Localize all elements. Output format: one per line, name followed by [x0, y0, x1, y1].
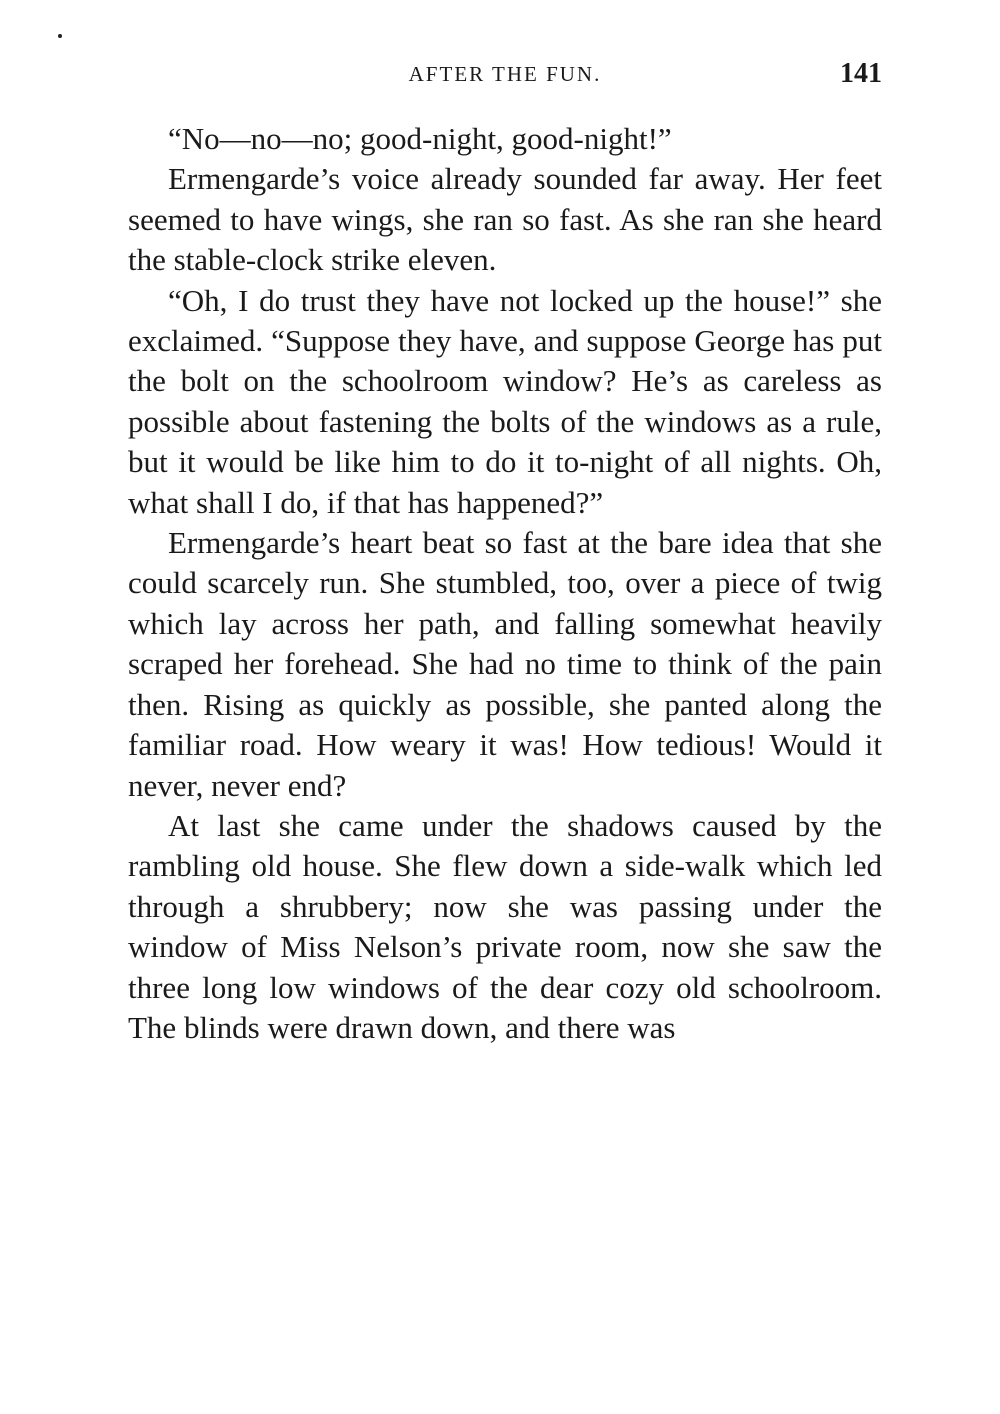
running-header [128, 58, 882, 94]
paragraph: “No—no—no; good-night, good-night!” [168, 121, 672, 156]
paragraph: At last she came under the shadows caused by the rambling old house. She flew down a side-walk which led through a shrubbery; now she was passing under the window of Miss Nelson’s private room, now she saw the three long low windows of the dear cozy old schoolroom. The blinds were drawn down, and there was [128, 807, 882, 1045]
body-text [128, 119, 882, 1048]
paragraph: Ermengarde’s voice already sounded far away. Her feet seemed to have wings, she ran so fast. As she ran she heard the stable-clock strike eleven. [128, 161, 882, 278]
page-number: 141 [840, 58, 882, 89]
ink-speck [58, 34, 62, 38]
paragraph: Ermengarde’s heart beat so fast at the bare idea that she could scarcely run. She stumbled, too, over a piece of twig which lay across her path, and falling somewhat heavily scraped her forehead. She had no time to think of the pain then. Rising as quickly as possible, she panted along the familiar road. How weary it was! How tedious! Would it never, never end? [128, 525, 882, 803]
running-title: AFTER THE FUN. [408, 62, 602, 86]
paragraph: “Oh, I do trust they have not locked up the house!” she exclaimed. “Suppose they have, and suppose George has put the bolt on the schoolroom window? He’s as careless as possible about fastening the bolts of the windows as a rule, but it would be like him to do it to-night of all nights. Oh, what shall I do, if that has happened?” [128, 282, 882, 520]
